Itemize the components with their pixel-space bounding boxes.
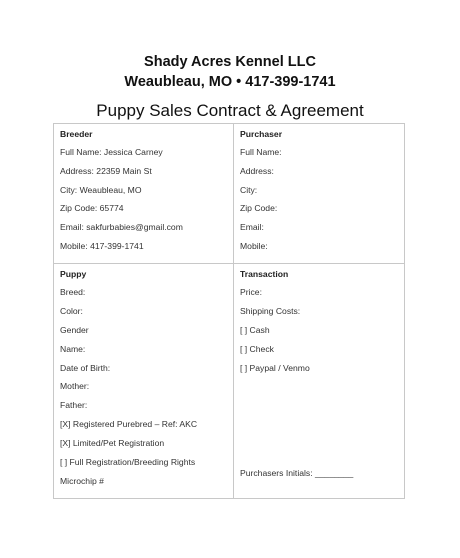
purchaser-section <box>234 124 404 264</box>
puppy-name: Name: <box>60 343 86 354</box>
payment-cash-checkbox: [ ] Cash <box>240 324 270 335</box>
puppy-mother: Mother: <box>60 381 90 392</box>
purchaser-city: City: <box>240 184 258 195</box>
payment-check-checkbox: [ ] Check <box>240 343 274 354</box>
transaction-heading: Transaction <box>240 269 289 279</box>
limited-registration-checkbox: [X] Limited/Pet Registration <box>60 438 165 449</box>
full-registration-checkbox: [ ] Full Registration/Breeding Rights <box>60 457 196 468</box>
puppy-gender: Gender <box>60 324 89 335</box>
breeder-heading: Breeder <box>60 129 93 139</box>
breeder-mobile: Mobile: 417-399-1741 <box>60 240 144 251</box>
purchaser-initials: Purchasers Initials: ________ <box>240 468 354 478</box>
transaction-price: Price: <box>240 287 262 297</box>
company-location: Weaubleau, MO • 417-399-1741 <box>124 74 336 90</box>
contract-title: Puppy Sales Contract & Agreement <box>96 101 364 120</box>
contract-table <box>53 123 405 499</box>
document-header <box>0 52 460 92</box>
puppy-color: Color: <box>60 305 83 316</box>
breeder-email: Email: sakfurbabies@gmail.com <box>60 222 183 233</box>
registered-purebred-checkbox: [X] Registered Purebred – Ref: AKC <box>60 419 198 430</box>
company-name: Shady Acres Kennel LLC <box>144 54 316 70</box>
puppy-date-of-birth: Date of Birth: <box>60 362 111 373</box>
breeder-section <box>54 124 234 264</box>
puppy-heading: Puppy <box>60 269 87 279</box>
purchaser-mobile: Mobile: <box>240 240 268 251</box>
transaction-section <box>234 264 404 498</box>
puppy-father: Father: <box>60 400 88 411</box>
purchaser-address: Address: <box>240 165 274 176</box>
purchaser-zip: Zip Code: <box>240 203 278 214</box>
breeder-full-name: Full Name: Jessica Carney <box>60 147 163 157</box>
puppy-breed: Breed: <box>60 287 86 297</box>
puppy-microchip: Microchip # <box>60 475 104 486</box>
purchaser-full-name: Full Name: <box>240 147 282 157</box>
purchaser-email: Email: <box>240 222 264 233</box>
puppy-section <box>54 264 234 498</box>
purchaser-heading: Purchaser <box>240 129 283 139</box>
breeder-address: Address: 22359 Main St <box>60 165 152 176</box>
transaction-shipping-costs: Shipping Costs: <box>240 305 301 316</box>
breeder-zip: Zip Code: 65774 <box>60 203 124 214</box>
breeder-city: City: Weaubleau, MO <box>60 184 142 195</box>
payment-paypal-venmo-checkbox: [ ] Paypal / Venmo <box>240 362 310 373</box>
